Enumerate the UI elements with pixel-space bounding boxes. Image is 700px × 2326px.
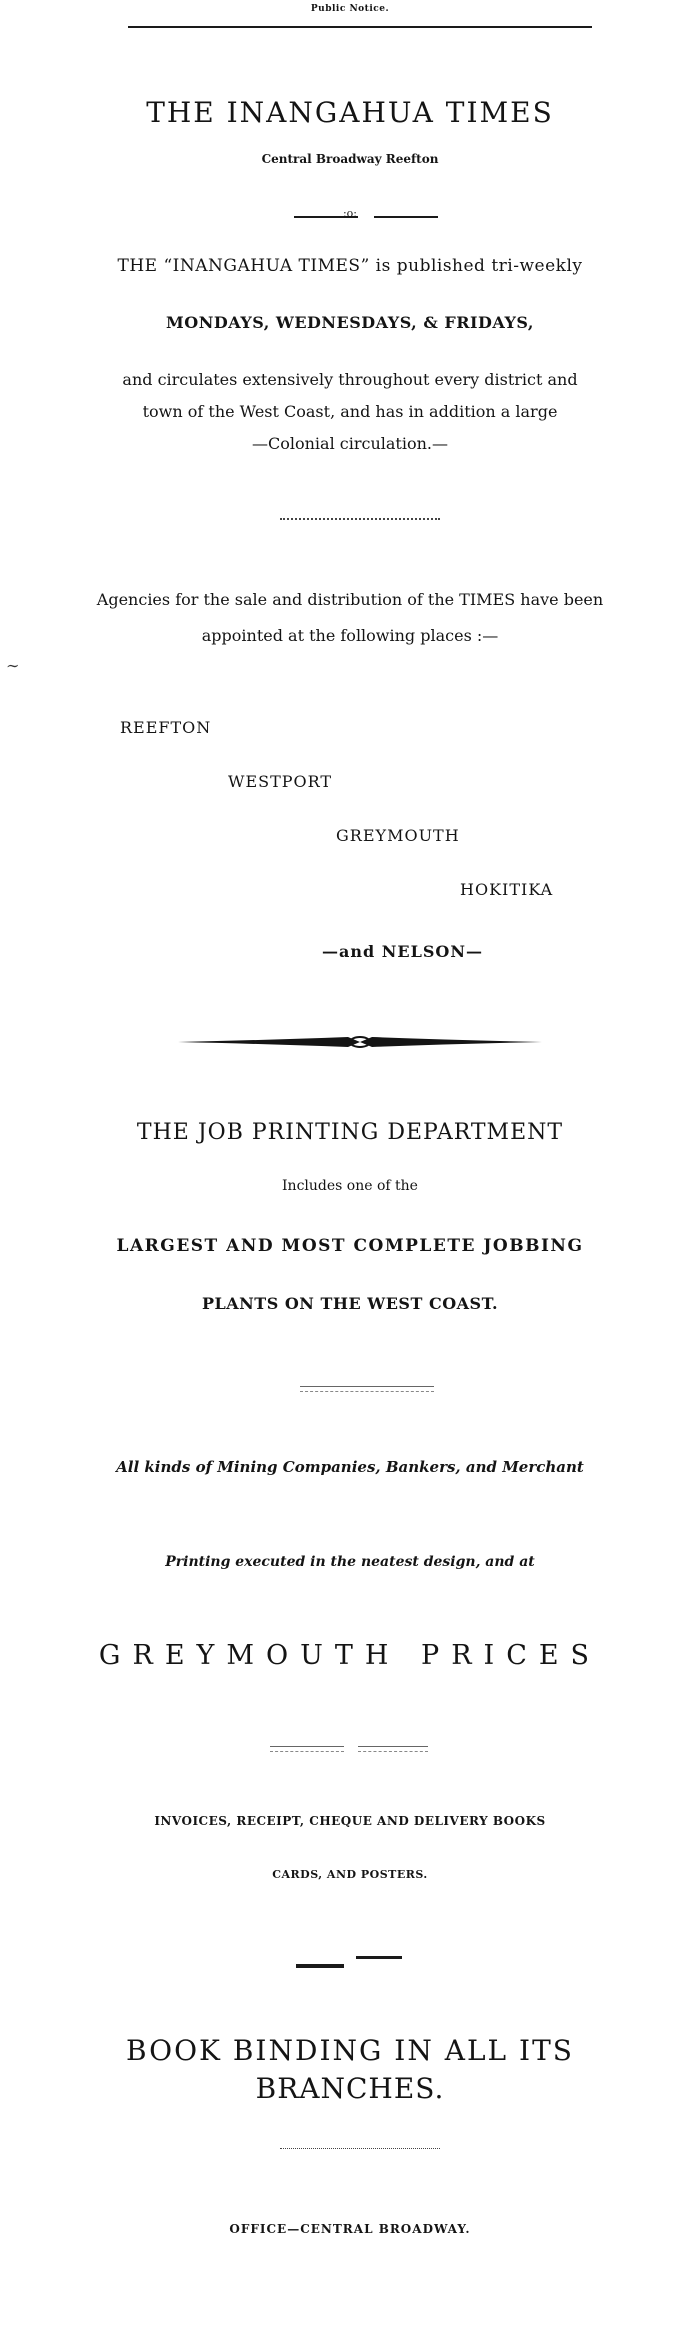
- book-binding-line-2: BRANCHES.: [255, 2072, 445, 2105]
- office-address: OFFICE—CENTRAL BROADWAY.: [229, 2222, 471, 2236]
- paper-title: THE INANGAHUA TIMES: [146, 96, 554, 129]
- circulation-line-1: and circulates extensively throughout every district and: [122, 370, 578, 389]
- header-rule: [128, 26, 592, 28]
- margin-mark: ∼: [6, 656, 20, 675]
- place-greymouth: GREYMOUTH: [336, 826, 460, 845]
- place-hokitika: HOKITIKA: [460, 880, 554, 899]
- job-plants-line: PLANTS ON THE WEST COAST.: [201, 1294, 499, 1313]
- circulation-line-3: —Colonial circulation.—: [251, 434, 448, 453]
- book-binding-line-1: BOOK BINDING IN ALL ITS: [126, 2034, 574, 2067]
- publication-days: MONDAYS, WEDNESDAYS, & FRIDAYS,: [166, 313, 534, 332]
- dotted-divider: [280, 518, 440, 520]
- dash-divider-right: [356, 1956, 402, 1959]
- cards-line: CARDS, AND POSTERS.: [272, 1868, 428, 1881]
- job-includes-line: Includes one of the: [282, 1178, 418, 1194]
- job-kinds-line: All kinds of Mining Companies, Bankers, and Merchant: [116, 1458, 584, 1476]
- place-reefton: REEFTON: [120, 718, 212, 737]
- job-printing-title: THE JOB PRINTING DEPARTMENT: [136, 1120, 564, 1145]
- wavy-divider: [300, 1386, 434, 1392]
- header-label: Public Notice.: [310, 4, 390, 14]
- wavy-divider-right: [358, 1746, 428, 1752]
- circulation-line-2: town of the West Coast, and has in addition a large: [142, 402, 558, 421]
- divider-rule-right: [374, 216, 438, 218]
- ornamental-rule: [178, 1030, 542, 1054]
- place-nelson: —and NELSON—: [322, 942, 483, 961]
- job-printing-line: Printing executed in the neatest design, and at: [165, 1554, 535, 1570]
- place-westport: WESTPORT: [228, 772, 333, 791]
- job-largest-line: LARGEST AND MOST COMPLETE JOBBING: [116, 1236, 584, 1256]
- wavy-divider-left: [270, 1746, 344, 1752]
- dotted-divider-bottom: [280, 2148, 440, 2149]
- dash-divider-left: [296, 1964, 344, 1968]
- greymouth-prices: GREYMOUTH PRICES: [98, 1640, 602, 1671]
- paper-address: Central Broadway Reefton: [261, 152, 439, 166]
- agencies-line-2: appointed at the following places :—: [201, 626, 499, 645]
- agencies-line-1: Agencies for the sale and distribution of the TIMES have been: [96, 590, 604, 609]
- published-line: THE “INANGAHUA TIMES” is published tri-weekly: [117, 256, 583, 276]
- divider-mark: :o:: [342, 207, 358, 220]
- invoices-line: INVOICES, RECEIPT, CHEQUE AND DELIVERY BOOKS: [154, 1814, 546, 1828]
